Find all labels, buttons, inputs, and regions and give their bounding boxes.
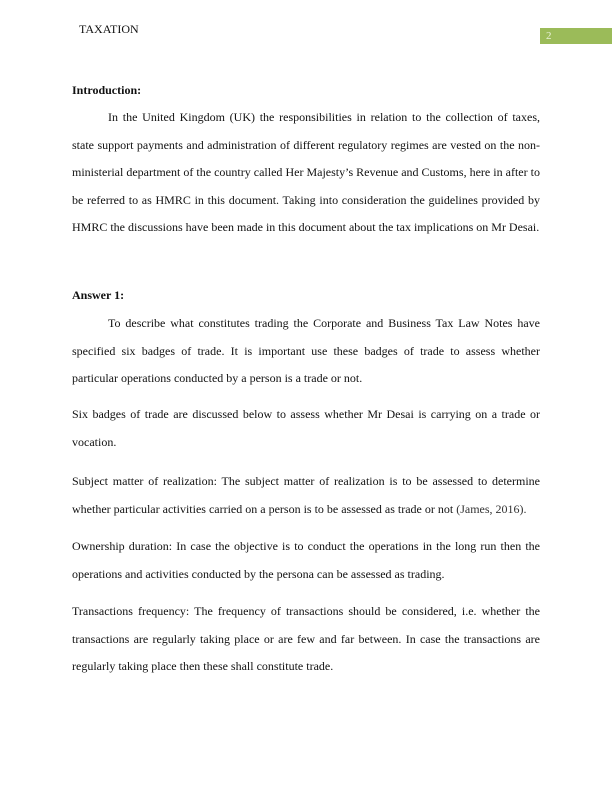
citation: (James, 2016).: [456, 501, 527, 516]
answer-1-paragraph-2: Six badges of trade are discussed below to assess whether Mr Desai is carrying on a trade or vocation.: [72, 407, 540, 449]
answer-1-heading: Answer 1:: [72, 288, 125, 302]
answer-1-paragraph-1: To describe what constitutes trading the Corporate and Business Tax Law Notes have specified six badges of trade. It is important use these badges of trade to assess whether particular operations conducted by a person is a trade or not.: [72, 316, 540, 385]
paragraph-text: Subject matter of realization: The subject matter of realization is to be assessed to determine whether particular activities carried on a person is to be assessed as trade or not: [72, 474, 540, 516]
answer-1-paragraph-4: Ownership duration: In case the objective is to conduct the operations in the long run then the operations and activities conducted by the persona can be assessed as trading.: [72, 539, 540, 581]
introduction-heading: Introduction:: [72, 83, 142, 97]
answer-1-paragraph-3: [72, 468, 540, 523]
answer-1-paragraph-5: Transactions frequency: The frequency of transactions should be considered, i.e. whether the transactions are regularly taking place or are few and far between. In case the transactions are regularly taking place then these shall constitute trade.: [72, 604, 540, 673]
page-number: 2: [540, 28, 612, 44]
running-header: TAXATION: [79, 22, 139, 36]
introduction-paragraph: In the United Kingdom (UK) the responsibilities in relation to the collection of taxes, state support payments and administration of different regulatory regimes are vested on the non-ministerial department of the country called Her Majesty’s Revenue and Customs, here in after to be referred to as HMRC in this document. Taking into consideration the guidelines provided by HMRC the discussions have been made in this document about the tax implications on Mr Desai.: [72, 110, 540, 234]
